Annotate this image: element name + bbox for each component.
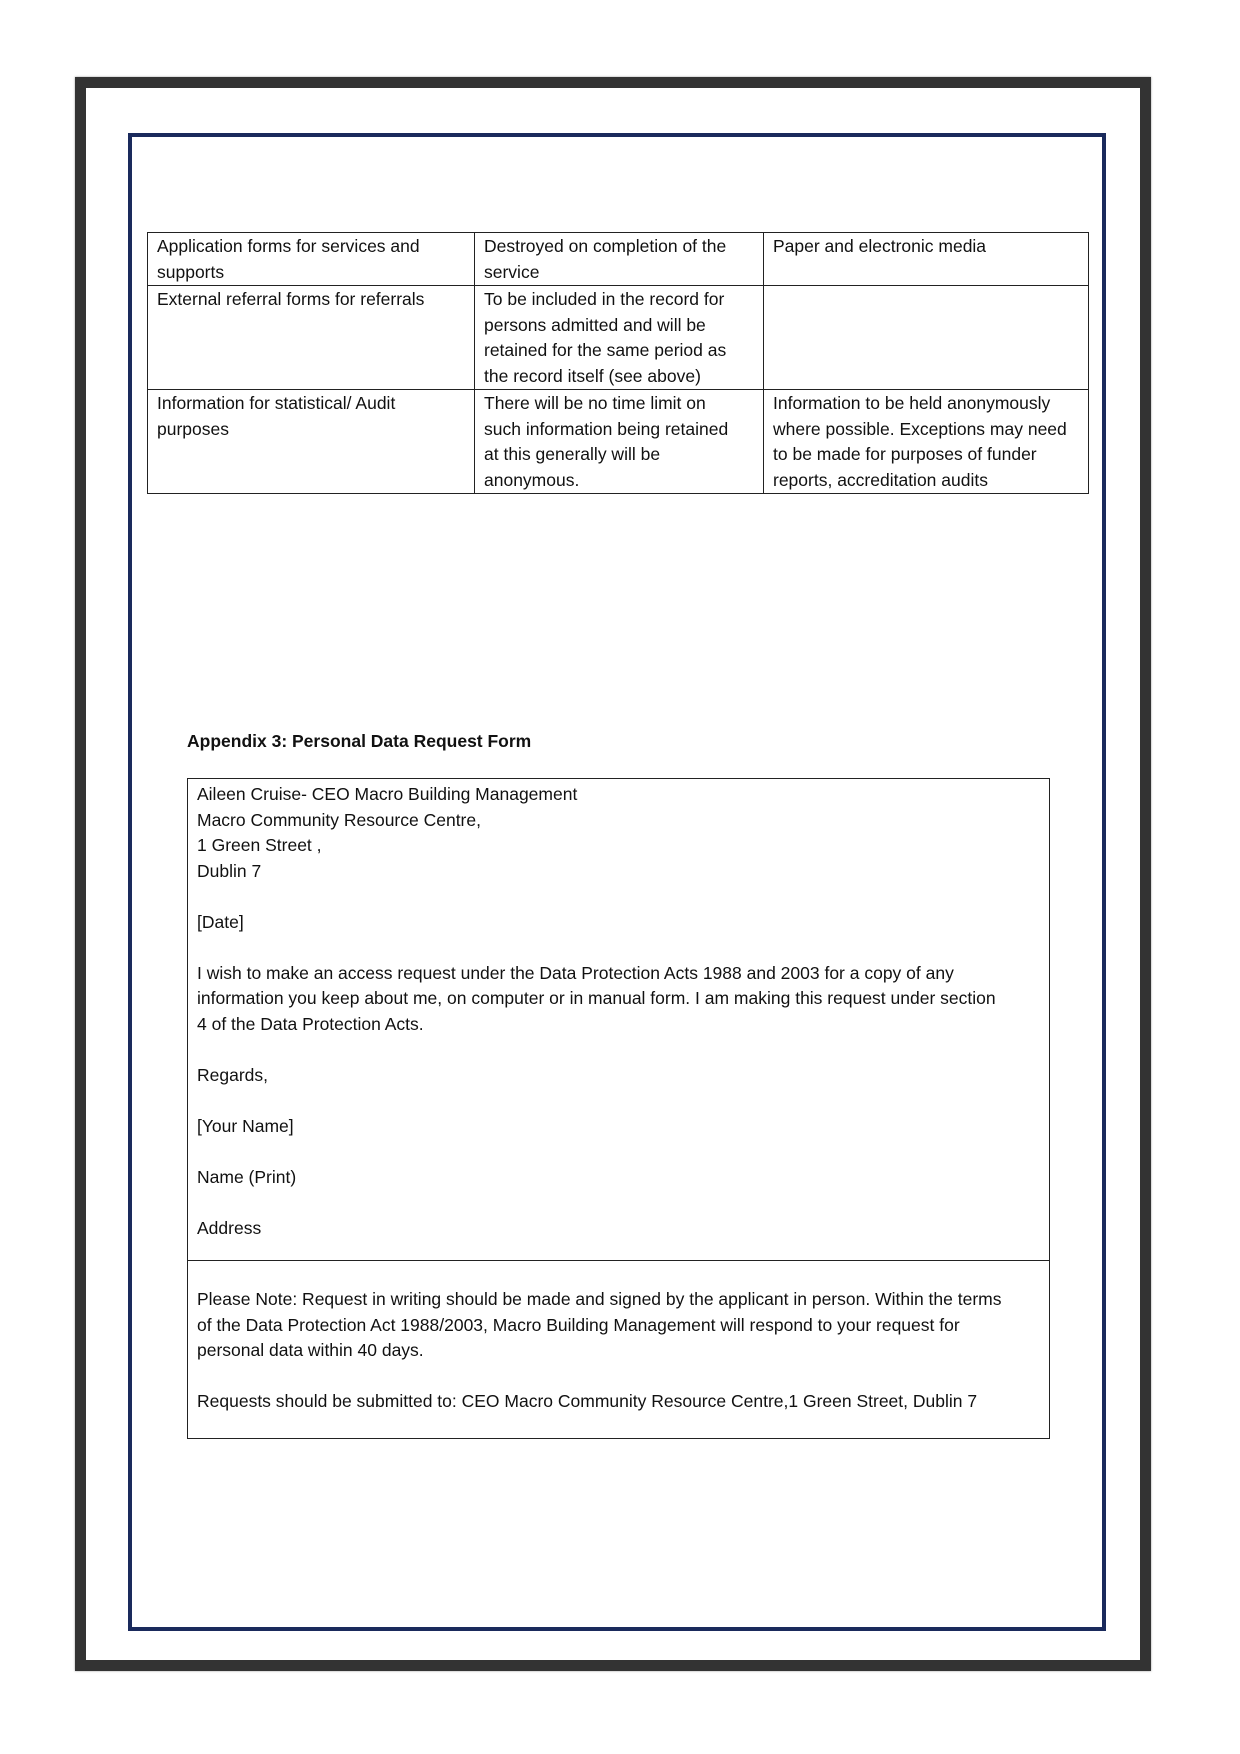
recipient-organisation: Macro Community Resource Centre, [197, 809, 481, 830]
recipient-city: Dublin 7 [197, 860, 262, 881]
date-placeholder: [Date] [197, 911, 244, 932]
request-text-line: I wish to make an access request under the Data Protection Acts 1988 and 2003 for a copy of any [197, 962, 954, 983]
table-row [148, 286, 1089, 390]
name-print-label: Name (Print) [197, 1166, 297, 1187]
table-row [148, 390, 1089, 494]
storage-media-cell [764, 286, 1089, 390]
retention-period-cell: To be included in the record for persons admitted and will be retained for the same period as the record itself (see above) [475, 286, 764, 390]
storage-media-cell: Paper and electronic media [764, 233, 1089, 286]
retention-period-cell: Destroyed on completion of the service [475, 233, 764, 286]
submission-address: Requests should be submitted to: CEO Macro Community Resource Centre,1 Green Street, Dublin 7 [197, 1391, 978, 1411]
address-label: Address [197, 1217, 262, 1238]
regards-text: Regards, [197, 1064, 269, 1085]
note-text-line: of the Data Protection Act 1988/2003, Macro Building Management will respond to your request for [197, 1314, 960, 1335]
request-text-line: information you keep about me, on computer or in manual form. I am making this request under section [197, 988, 996, 1008]
retention-table [147, 232, 1089, 494]
data-request-form [187, 778, 1050, 1439]
note-text-line: Please Note: Request in writing should be made and signed by the applicant in person. Within the terms [197, 1289, 1002, 1309]
your-name-placeholder: [Your Name] [197, 1115, 294, 1136]
note-section [188, 1261, 1049, 1415]
note-text-line: personal data within 40 days. [197, 1340, 424, 1360]
recipient-street: 1 Green Street , [197, 835, 322, 855]
request-letter-section [188, 779, 1049, 1261]
storage-media-cell: Information to be held anonymously where possible. Exceptions may need to be made for purposes of funder reports, accreditation audits [764, 390, 1089, 494]
request-text-line: 4 of the Data Protection Acts. [197, 1013, 424, 1034]
retention-period-cell: There will be no time limit on such information being retained at this generally will be anonymous. [475, 390, 764, 494]
record-type-cell: External referral forms for referrals [148, 286, 475, 390]
record-type-cell: Application forms for services and supports [148, 233, 475, 286]
recipient-name: Aileen Cruise- CEO Macro Building Management [197, 784, 578, 804]
appendix-title: Appendix 3: Personal Data Request Form [187, 731, 532, 751]
table-row [148, 233, 1089, 286]
record-type-cell: Information for statistical/ Audit purposes [148, 390, 475, 494]
